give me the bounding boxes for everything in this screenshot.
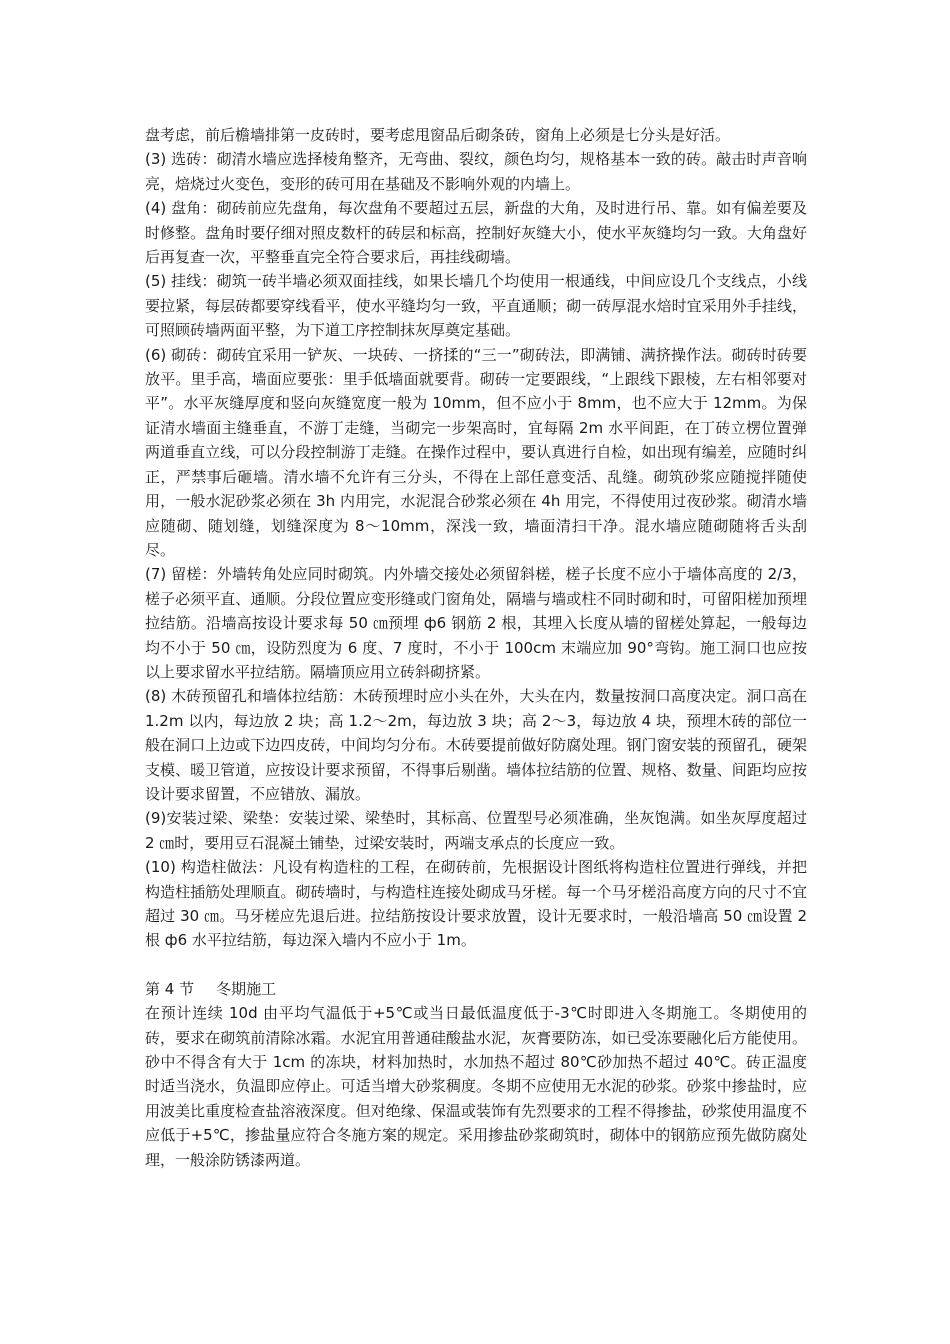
paragraph-wood-bricks-tie-bars: (8) 木砖预留孔和墙体拉结筋：木砖预埋时应小头在外，大头在内，数量按洞口高度决定。洞口高在 1.2m 以内，每边放 2 块；高 1.2～2m，每边放 3 块；高 2～3，每边放 4 块，预埋木砖的部位一般在洞口上边或下边四皮砖，中间均匀分布。木砖要提前做好防腐处理。钢门窗安装的预留孔，硬架支模、暖卫管道，应按设计要求预留，不得事后剔凿。墙体拉结筋的位置、规格、数量、间距均应按设计要求留置，不应错放、漏放。	[145, 687, 807, 803]
paragraph-constructional-column: (10) 构造柱做法：凡设有构造柱的工程，在砌砖前，先根据设计图纸将构造柱位置进行弹线，并把构造柱插筋处理顺直。砌砖墙时，与构造柱连接处砌成马牙槎。每一个马牙槎沿高度方向的尺寸不宜超过 30 ㎝。马牙槎应先退后进。拉结筋按设计要求放置，设计无要求时，一般沿墙高 50 ㎝设置 2 根 ф6 水平拉结筋，每边深入墙内不应小于 1m。	[145, 858, 807, 950]
paragraph-toothing: (7) 留槎：外墙转角处应同时砌筑。内外墙交接处必须留斜槎，槎子长度不应小于墙体高度的 2/3，槎子必须平直、通顺。分段位置应变形缝或门窗角处，隔墙与墙或柱不同时砌和时，可留阳槎加预埋拉结筋。沿墙高按设计要求每 50 ㎝预埋 ф6 钢筋 2 根，其埋入长度从墙的留槎处算起，一般每边均不小于 50 ㎝，设防烈度为 6 度、7 度时，不小于 100cm 末端应加 90°弯钩。施工洞口也应按以上要求留水平拉结筋。隔墙顶应用立砖斜砌挤紧。	[145, 565, 807, 681]
paragraph-bricklaying: (6) 砌砖：砌砖宜采用一铲灰、一块砖、一挤揉的“三一”砌砖法，即满铺、满挤操作法。砌砖时砖要放平。里手高，墙面应要张：里手低墙面就要背。砌砖一定要跟线，“上跟线下跟棱，左右相邻要对平”。水平灰缝厚度和竖向灰缝宽度一般为 10mm，但不应小于 8mm，也不应大于 12mm。为保证清水墙面主缝垂直，不游丁走缝，当砌完一步架高时，宜每隔 2m 水平间距，在丁砖立楞位置弹两道垂直立线，可以分段控制游丁走缝。在操作过程中，要认真进行自检，如出现有编差，应随时纠正，严禁事后砸墙。清水墙不允许有三分头，不得在上部任意变活、乱缝。砌筑砂浆应随搅拌随使用，一般水泥砂浆必须在 3h 内用完，水泥混合砂浆必须在 4h 用完，不得使用过夜砂浆。砌清水墙应随砌、随划缝，划缝深度为 8～10mm，深浅一致，墙面清扫干净。混水墙应随砌随将舌头刮尽。	[145, 345, 807, 559]
paragraph-brick-selection: (3) 选砖：砌清水墙应选择棱角整齐，无弯曲、裂纹，颜色均匀，规格基本一致的砖。敲击时声音响亮，焙烧过火变色，变形的砖可用在基础及不影响外观的内墙上。	[145, 150, 807, 193]
section-heading	[145, 977, 807, 1001]
section-number: 第 4 节	[145, 979, 195, 998]
section-title: 冬期施工	[216, 979, 277, 998]
paragraph-corner-laying: (4) 盘角：砌砖前应先盘角，每次盘角不要超过五层，新盘的大角，及时进行吊、靠。如有偏差要及时修整。盘角时要仔细对照皮数杆的砖层和标高，控制好灰缝大小，使水平灰缝均匀一致。大角盘好后再复查一次，平整垂直完全符合要求后，再挂线砌墙。	[145, 199, 807, 267]
paragraph-lintels: (9)安装过梁、梁垫：安装过梁、梁垫时，其标高、位置型号必须准确，坐灰饱满。如坐灰厚度超过 2 ㎝时，要用豆石混凝土铺垫，过梁安装时，两端支承点的长度应一致。	[145, 809, 807, 852]
document-page	[145, 123, 807, 1172]
paragraph-winter-construction: 在预计连续 10d 由平均气温低于+5℃或当日最低温度低于-3℃时即进入冬期施工。冬期使用的砖，要求在砌筑前清除冰霜。水泥宜用普通硅酸盐水泥，灰膏要防冻，如已受冻要融化后方能使用。砂中不得含有大于 1cm 的冻块，材料加热时，水加热不超过 80℃砂加热不超过 40℃。砖正温度时适当浇水，负温即应停止。可适当增大砂浆稠度。冬期不应使用无水泥的砂浆。砂浆中掺盐时，应用波美比重度检查盐溶液深度。但对绝缘、保温或装饰有先烈要求的工程不得掺盐，砂浆使用温度不应低于+5℃，掺盐量应符合冬施方案的规定。采用掺盐砂浆砌筑时，砌体中的钢筋应预先做防腐处理，一般涂防锈漆两道。	[145, 1004, 807, 1169]
paragraph-window-corner: 盘考虑，前后檐墙排第一皮砖时，要考虑甩窗品后砌条砖，窗角上必须是七分头是好活。	[145, 126, 731, 144]
section-gap	[145, 953, 807, 977]
paragraph-line-hanging: (5) 挂线：砌筑一砖半墙必须双面挂线，如果长墙几个均使用一根通线，中间应设几个支线点，小线要拉紧，每层砖都要穿线看平，使水平缝均匀一致，平直通顺；砌一砖厚混水焙时宜采用外手挂线，可照顾砖墙两面平整，为下道工序控制抹灰厚奠定基础。	[145, 272, 807, 340]
